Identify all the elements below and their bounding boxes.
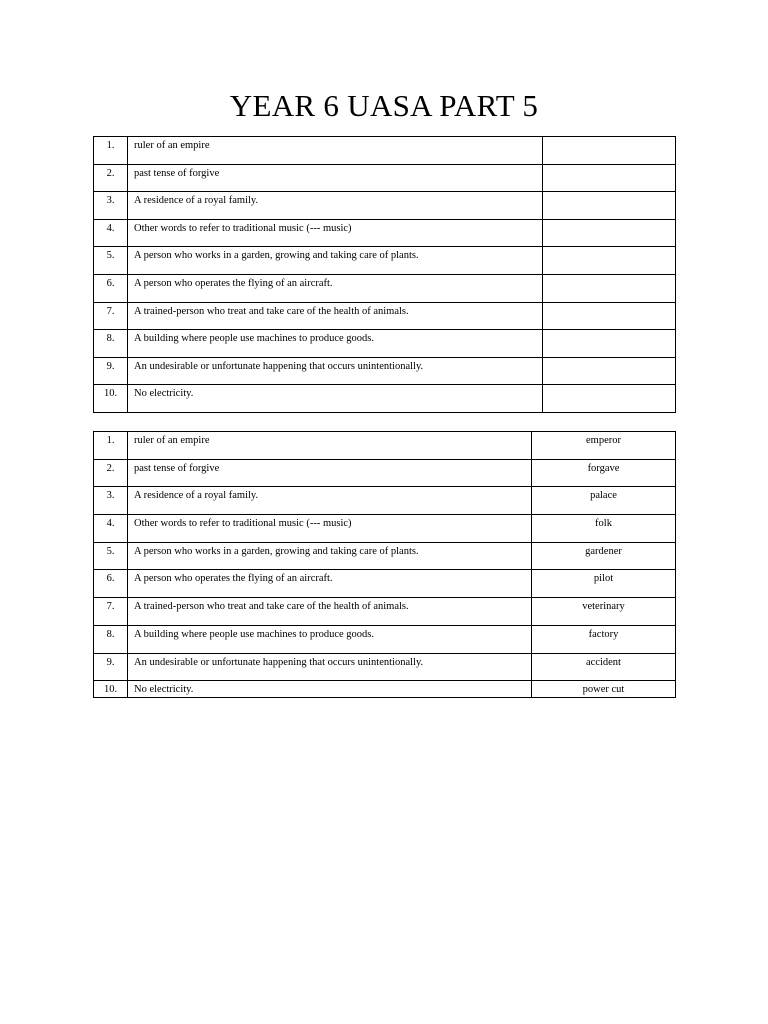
answer-text: power cut	[532, 681, 676, 698]
question-number: 2.	[94, 164, 128, 192]
answer-text: emperor	[532, 432, 676, 460]
table-row	[94, 653, 676, 681]
answer-blank-cell	[543, 219, 676, 247]
table-row	[94, 274, 676, 302]
answer-text: gardener	[532, 542, 676, 570]
question-number: 8.	[94, 625, 128, 653]
table-row	[94, 432, 676, 460]
answer-blank-cell	[543, 357, 676, 385]
question-number: 3.	[94, 487, 128, 515]
question-text: No electricity.	[128, 681, 532, 698]
question-number: 8.	[94, 330, 128, 358]
answer-text: veterinary	[532, 598, 676, 626]
question-number: 6.	[94, 274, 128, 302]
table-row	[94, 625, 676, 653]
table-row	[94, 487, 676, 515]
question-text: A person who operates the flying of an aircraft.	[128, 274, 543, 302]
question-text: Other words to refer to traditional music (--- music)	[128, 515, 532, 543]
question-text: An undesirable or unfortunate happening that occurs unintentionally.	[128, 357, 543, 385]
answer-blank-cell	[543, 192, 676, 220]
answer-blank-cell	[543, 302, 676, 330]
question-number: 7.	[94, 302, 128, 330]
table-row	[94, 598, 676, 626]
page-title: YEAR 6 UASA PART 5	[229, 88, 539, 123]
question-table	[93, 136, 676, 413]
answer-blank-cell	[543, 274, 676, 302]
table-row	[94, 192, 676, 220]
question-text: A residence of a royal family.	[128, 192, 543, 220]
question-number: 1.	[94, 137, 128, 165]
question-text: A trained-person who treat and take care of the health of animals.	[128, 302, 543, 330]
question-text: A building where people use machines to produce goods.	[128, 625, 532, 653]
question-text: past tense of forgive	[128, 459, 532, 487]
question-number: 4.	[94, 515, 128, 543]
answer-blank-cell	[543, 137, 676, 165]
question-text: Other words to refer to traditional music (--- music)	[128, 219, 543, 247]
question-number: 7.	[94, 598, 128, 626]
question-number: 10.	[94, 681, 128, 698]
table-row	[94, 681, 676, 698]
table-row	[94, 542, 676, 570]
question-text: A residence of a royal family.	[128, 487, 532, 515]
answer-key-table	[93, 431, 676, 698]
question-text: An undesirable or unfortunate happening that occurs unintentionally.	[128, 653, 532, 681]
answer-text: accident	[532, 653, 676, 681]
question-number: 6.	[94, 570, 128, 598]
question-text: past tense of forgive	[128, 164, 543, 192]
answer-text: folk	[532, 515, 676, 543]
table-row	[94, 137, 676, 165]
question-number: 5.	[94, 247, 128, 275]
question-number: 9.	[94, 357, 128, 385]
answer-blank-cell	[543, 164, 676, 192]
answer-text: factory	[532, 625, 676, 653]
question-number: 10.	[94, 385, 128, 413]
table-row	[94, 164, 676, 192]
answer-blank-cell	[543, 247, 676, 275]
table-row	[94, 219, 676, 247]
question-text: A building where people use machines to produce goods.	[128, 330, 543, 358]
table-row	[94, 330, 676, 358]
table-row	[94, 385, 676, 413]
answer-text: pilot	[532, 570, 676, 598]
question-text: A person who works in a garden, growing and taking care of plants.	[128, 247, 543, 275]
table-row	[94, 302, 676, 330]
table-row	[94, 515, 676, 543]
question-number: 4.	[94, 219, 128, 247]
question-text: A trained-person who treat and take care of the health of animals.	[128, 598, 532, 626]
question-text: A person who operates the flying of an aircraft.	[128, 570, 532, 598]
question-text: No electricity.	[128, 385, 543, 413]
answer-blank-cell	[543, 385, 676, 413]
table-row	[94, 459, 676, 487]
table-row	[94, 570, 676, 598]
table-row	[94, 247, 676, 275]
question-text: ruler of an empire	[128, 432, 532, 460]
answer-blank-cell	[543, 330, 676, 358]
question-number: 5.	[94, 542, 128, 570]
answer-text: forgave	[532, 459, 676, 487]
question-number: 1.	[94, 432, 128, 460]
answer-text: palace	[532, 487, 676, 515]
table-row	[94, 357, 676, 385]
question-number: 9.	[94, 653, 128, 681]
question-text: A person who works in a garden, growing and taking care of plants.	[128, 542, 532, 570]
question-number: 3.	[94, 192, 128, 220]
question-text: ruler of an empire	[128, 137, 543, 165]
question-number: 2.	[94, 459, 128, 487]
